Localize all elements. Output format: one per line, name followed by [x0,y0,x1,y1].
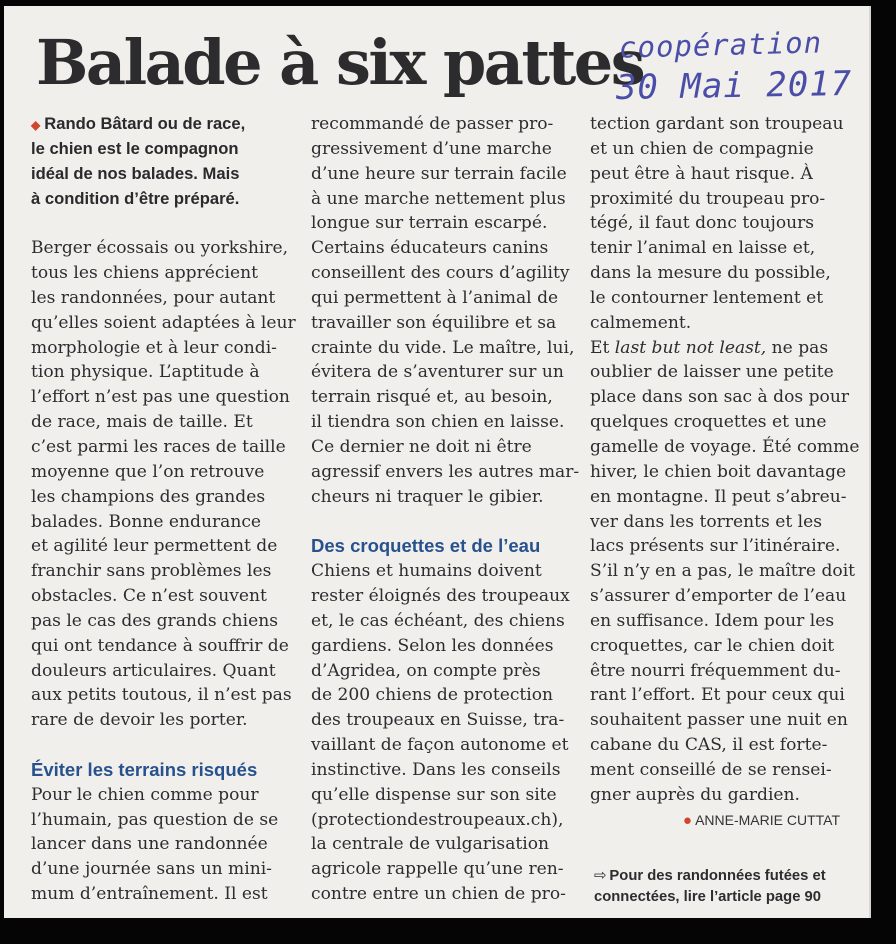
text-line: lancer dans une randonnée [31,834,268,855]
lead-line: idéal de nos balades. Mais [31,163,240,183]
handwritten-source: coopération [618,25,823,65]
body-paragraph-1 [31,236,296,733]
text-line: morphologie et à leur condi- [31,337,277,358]
text-line: crainte du vide. Le maître, lui, [311,337,575,358]
text-line: lacs présents sur l’itinéraire. [590,536,841,557]
text-line: il tiendra son chien en laisse. [311,412,565,433]
text-line: s’assurer d’emporter de l’eau [590,586,847,607]
text-line: évitera de s’aventurer sur un [311,362,564,383]
footnote-line: connectées, lire l’article page 90 [594,889,821,905]
text-line: travailler son équilibre et sa [311,312,557,333]
text-line: terrain risqué et, au besoin, [311,387,553,408]
arrow-right-icon: ⇨ [594,868,607,884]
lead-line: à condition d’être préparé. [31,188,240,208]
text-line: aux petits toutous, il n’est pas [31,685,292,706]
text-line: ver dans les torrents et les [590,511,822,532]
text-line: Certains éducateurs canins [311,238,549,259]
text-line: qui ont tendance à souffrir de [31,635,289,656]
text-line: de 200 chiens de protection [311,685,554,706]
headline: Balade à six pattes [36,26,644,99]
text-line: c’est parmi les races de taille [31,436,286,457]
text-line: d’une heure sur terrain facile [311,163,567,184]
text-line: d’Agridea, on compte près [311,660,541,681]
text-line: gamelle de voyage. Été comme [590,436,860,457]
text-line: agressif envers les autres mar- [311,461,580,482]
column-3 [590,112,860,832]
text-line: balades. Bonne endurance [31,511,262,532]
column-1 [31,112,296,907]
text-line: vaillant de façon autonome et [311,735,569,756]
body-paragraph-6 [590,336,860,808]
text-line: mum d’entraînement. Il est [31,884,268,905]
text-line: longue sur terrain escarpé. [311,213,548,234]
subheading-avoid-risky-terrain: Éviter les terrains risqués [31,758,258,780]
text-line: dans la mesure du possible, [590,263,831,284]
text-line: ment conseillé de se rensei- [590,759,832,780]
text-line: oublier de laisser une petite [590,362,834,383]
text-line: croquettes, car le chien doit [590,635,835,656]
author-byline: ● ANNE-MARIE CUTTAT [682,811,840,829]
text-line: l’humain, pas question de se [31,809,279,830]
footnote-reference [594,866,854,908]
text-line: contre entre un chien de pro- [311,884,566,905]
text-line: moyenne que l’on retrouve [31,461,265,482]
handwritten-date: 30 Mai 2017 [615,63,853,109]
text-line: et un chien de compagnie [590,138,814,159]
text-line: tion physique. L’aptitude à [31,362,260,383]
text-line: tenir l’animal en laisse et, [590,238,816,259]
body-paragraph-3 [311,112,580,510]
text-line: qu’elles soient adaptées à leur [31,312,296,333]
text-line: obstacles. Ce n’est souvent [31,586,267,607]
text-line: agricole rappelle qu’une ren- [311,859,564,880]
text-line: tous les chiens apprécient [31,263,258,284]
text-line: être nourri fréquemment du- [590,660,841,681]
text-line: Ce dernier ne doit ni être [311,436,532,457]
text-line: Berger écossais ou yorkshire, [31,238,289,259]
italic-phrase: last but not least, [614,337,767,358]
column-2 [311,112,580,907]
text-line: rare de devoir les porter. [31,710,248,731]
text-line: des troupeaux en Suisse, tra- [311,710,565,731]
text-line: proximité du troupeau pro- [590,188,826,209]
text-line: hiver, le chien boit davantage [590,461,847,482]
text-line: quelques croquettes et une [590,412,827,433]
text-line: tection gardant son troupeau [590,114,844,134]
text-line: recommandé de passer pro- [311,114,554,134]
body-paragraph-5 [590,112,848,336]
text-line: les champions des grandes [31,486,266,507]
text-line: tégé, il faut donc toujours [590,213,815,234]
text-line: douleurs articulaires. Quant [31,660,276,681]
text-line: rant l’effort. Et pour ceux qui [590,685,845,706]
text-line: franchir sans problèmes les [31,561,272,582]
text-line: le contourner lentement et [590,287,824,308]
subheading-kibble-and-water: Des croquettes et de l’eau [311,535,541,557]
text-line: Chiens et humains doivent [311,561,542,582]
text-line: Pour le chien comme pour [31,784,259,805]
diamond-bullet-icon: ◆ [31,118,41,132]
footnote-line: Pour des randonnées futées et [609,868,826,884]
text-line: rester éloignés des troupeaux [311,586,570,607]
text-line: instinctive. Dans les conseils [311,759,561,780]
text-line: cabane du CAS, il est forte- [590,735,828,756]
red-dot-icon: ● [682,811,692,829]
lead-line: Rando Bâtard ou de race, [44,114,246,133]
text-line: d’une journée sans un mini- [31,859,272,880]
text-line: gardiens. Selon les données [311,635,554,656]
text-line: place dans son sac à dos pour [590,387,850,408]
text-line: en montagne. Il peut s’abreu- [590,486,847,507]
body-paragraph-2 [31,783,289,907]
text-line: la centrale de vulgarisation [311,834,550,855]
text-line: pas le cas des grands chiens [31,610,278,631]
text-line: les randonnées, pour autant [31,287,276,308]
text-line: qu’elle dispense sur son site [311,784,557,805]
text-line: peut être à haut risque. À [590,163,813,184]
text-line: cheurs ni traquer le gibier. [311,486,544,507]
text-line: calmement. [590,312,692,333]
text-line: conseillent des cours d’agility [311,263,570,284]
lead-line: le chien est le compagnon [31,138,239,158]
text-line: et, le cas échéant, des chiens [311,610,565,631]
text-line: souhaitent passer une nuit en [590,710,848,731]
text-line: de race, mais de taille. Et [31,412,253,433]
text-line: gner auprès du gardien. [590,784,800,805]
text-line: en suffisance. Idem pour les [590,610,835,631]
lead-paragraph [31,112,289,211]
text-line: gressivement d’une marche [311,138,552,159]
text-line: (protectiondestroupeaux.ch), [311,809,564,830]
body-paragraph-4 [311,559,569,907]
text-line: S’il n’y en a pas, le maître doit [590,561,856,582]
text-line: Et last but not least, ne pas [590,337,829,358]
text-line: qui permettent à l’animal de [311,287,559,308]
text-line: et agilité leur permettent de [31,536,278,557]
text-line: l’effort n’est pas une question [31,387,290,408]
text-line: à une marche nettement plus [311,188,566,209]
